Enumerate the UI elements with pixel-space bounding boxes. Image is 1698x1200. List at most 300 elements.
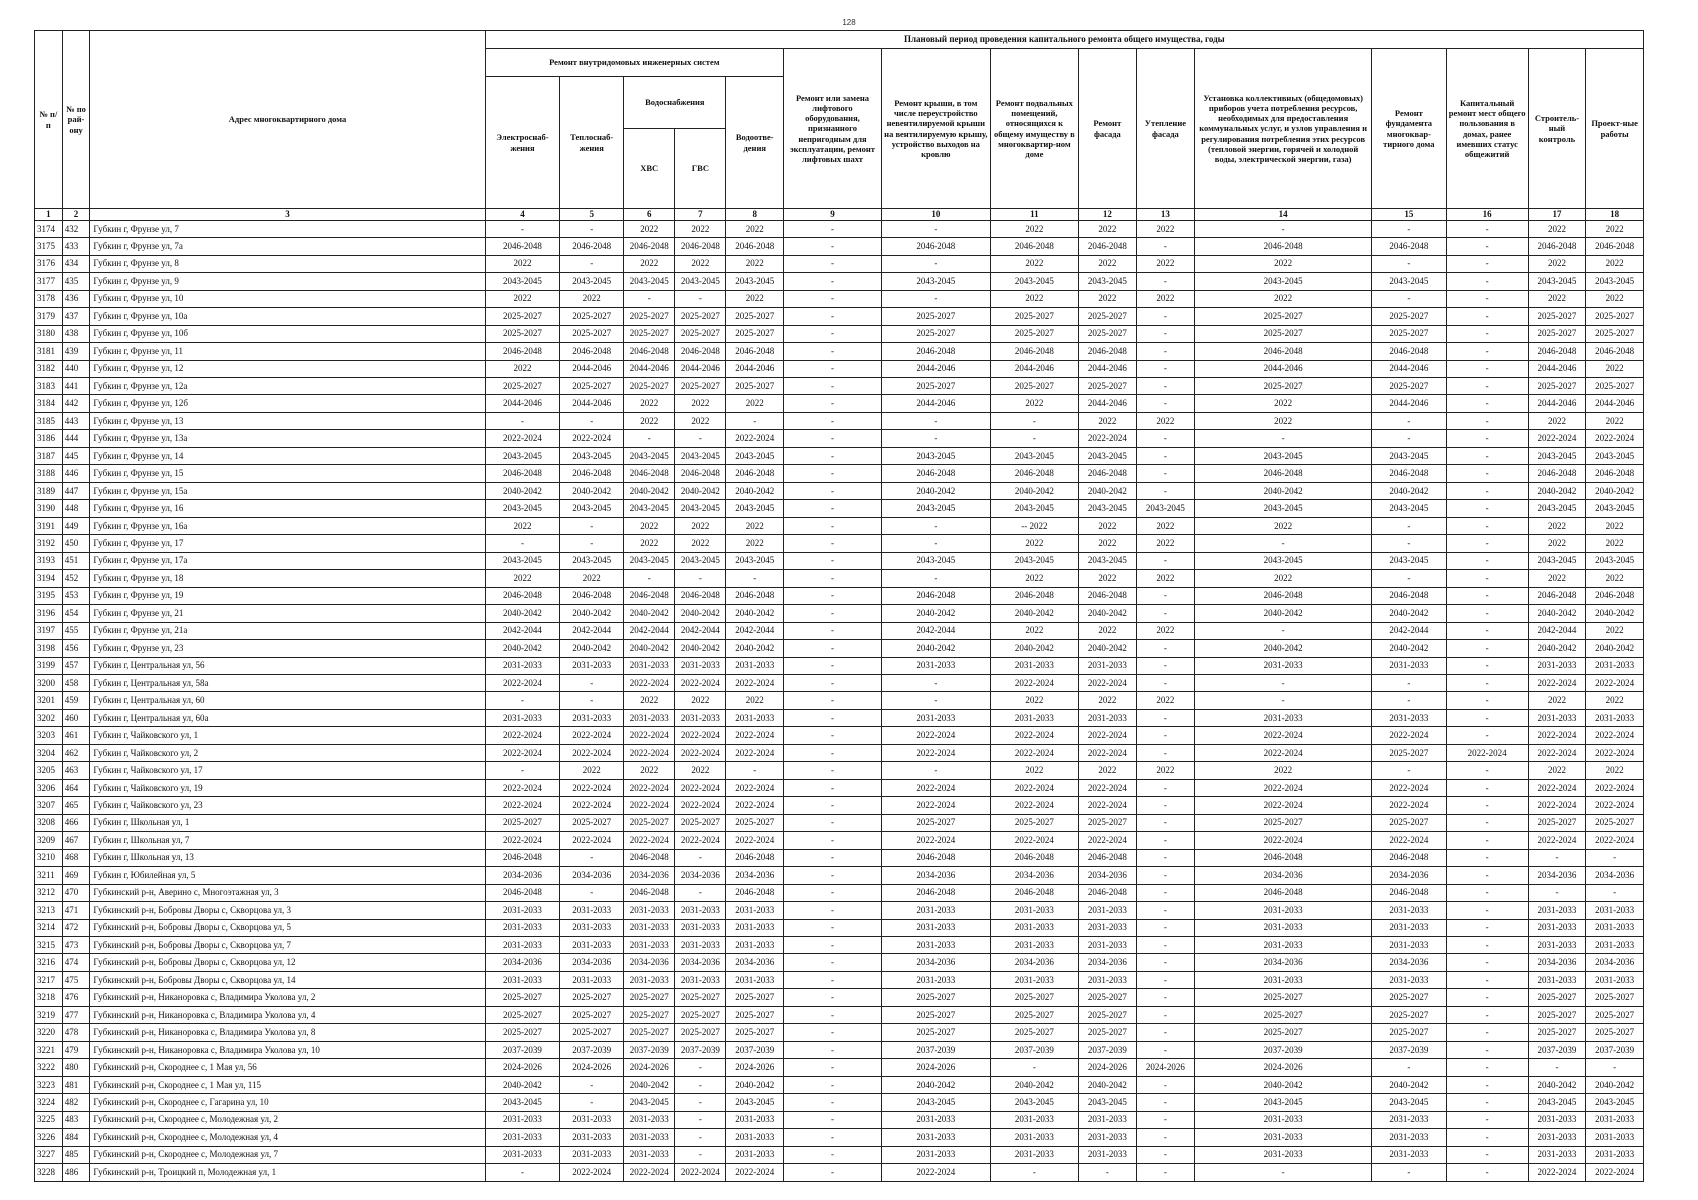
cold-water-cell: 2046-2048 xyxy=(624,238,675,255)
cold-water-cell: 2043-2045 xyxy=(624,500,675,517)
roof-cell: 2043-2045 xyxy=(881,1094,990,1111)
table-row xyxy=(35,657,1644,674)
facade-cell: 2025-2027 xyxy=(1079,378,1137,395)
drainage-cell: 2025-2027 xyxy=(726,378,784,395)
foundation-cell: 2043-2045 xyxy=(1372,500,1447,517)
insulation-cell: - xyxy=(1136,832,1195,849)
row-number-cell: 3216 xyxy=(35,954,63,971)
facade-cell: 2031-2033 xyxy=(1079,1129,1137,1146)
hot-water-cell: 2040-2042 xyxy=(675,640,726,657)
basement-cell: 2022-2024 xyxy=(990,744,1078,761)
row-number-cell: 3180 xyxy=(35,325,63,342)
rayon-number-cell: 482 xyxy=(62,1094,90,1111)
table-row xyxy=(35,220,1644,237)
hot-water-cell: 2046-2048 xyxy=(675,587,726,604)
electricity-cell: 2046-2048 xyxy=(485,465,560,482)
hot-water-cell: 2043-2045 xyxy=(675,552,726,569)
hot-water-cell: 2043-2045 xyxy=(675,273,726,290)
construction-control-cell: 2022 xyxy=(1528,290,1586,307)
heat-cell: - xyxy=(560,517,624,534)
insulation-cell: - xyxy=(1136,884,1195,901)
column-number-cell: 10 xyxy=(881,209,990,221)
cold-water-cell: 2031-2033 xyxy=(624,657,675,674)
row-number-cell: 3190 xyxy=(35,500,63,517)
foundation-cell: - xyxy=(1372,220,1447,237)
rayon-number-cell: 467 xyxy=(62,832,90,849)
cold-water-cell: - xyxy=(624,290,675,307)
basement-cell: 2043-2045 xyxy=(990,500,1078,517)
basement-cell: 2031-2033 xyxy=(990,1111,1078,1128)
electricity-cell: - xyxy=(485,412,560,429)
table-row xyxy=(35,343,1644,360)
address-cell: Губкин г, Чайковского ул, 2 xyxy=(90,744,485,761)
dormitory-cell: - xyxy=(1446,517,1528,534)
insulation-cell: - xyxy=(1136,465,1195,482)
meters-cell: 2046-2048 xyxy=(1195,343,1372,360)
row-number-cell: 3214 xyxy=(35,919,63,936)
address-cell: Губкин г, Фрунзе ул, 12б xyxy=(90,395,485,412)
row-number-cell: 3208 xyxy=(35,814,63,831)
heat-cell: 2031-2033 xyxy=(560,1129,624,1146)
insulation-cell: - xyxy=(1136,1076,1195,1093)
facade-cell: 2022 xyxy=(1079,535,1137,552)
dormitory-cell: - xyxy=(1446,220,1528,237)
facade-cell: 2022-2024 xyxy=(1079,674,1137,691)
insulation-cell: - xyxy=(1136,447,1195,464)
elevator-cell: - xyxy=(783,360,881,377)
design-work-cell: 2043-2045 xyxy=(1586,500,1644,517)
elevator-cell: - xyxy=(783,779,881,796)
hot-water-cell: - xyxy=(675,1146,726,1163)
basement-cell: - xyxy=(990,430,1078,447)
basement-cell: 2025-2027 xyxy=(990,814,1078,831)
insulation-cell: - xyxy=(1136,744,1195,761)
roof-cell: 2046-2048 xyxy=(881,849,990,866)
elevator-cell: - xyxy=(783,1094,881,1111)
design-work-cell: 2025-2027 xyxy=(1586,989,1644,1006)
design-work-cell: 2022-2024 xyxy=(1586,1164,1644,1182)
electricity-cell: 2025-2027 xyxy=(485,814,560,831)
insulation-cell: 2022 xyxy=(1136,517,1195,534)
row-number-cell: 3186 xyxy=(35,430,63,447)
design-work-cell: 2025-2027 xyxy=(1586,1024,1644,1041)
rayon-number-cell: 466 xyxy=(62,814,90,831)
heat-cell: - xyxy=(560,884,624,901)
table-row xyxy=(35,797,1644,814)
roof-cell: 2046-2048 xyxy=(881,238,990,255)
meters-cell: 2031-2033 xyxy=(1195,709,1372,726)
dormitory-cell: - xyxy=(1446,989,1528,1006)
construction-control-cell: 2031-2033 xyxy=(1528,937,1586,954)
drainage-cell: 2040-2042 xyxy=(726,640,784,657)
page-number: 128 xyxy=(842,18,856,27)
construction-control-cell: 2044-2046 xyxy=(1528,360,1586,377)
construction-control-cell: 2022 xyxy=(1528,692,1586,709)
hot-water-cell: - xyxy=(675,1076,726,1093)
meters-cell: 2022 xyxy=(1195,762,1372,779)
facade-cell: 2031-2033 xyxy=(1079,709,1137,726)
rayon-number-cell: 455 xyxy=(62,622,90,639)
heat-cell: 2031-2033 xyxy=(560,919,624,936)
basement-cell: 2025-2027 xyxy=(990,1006,1078,1023)
elevator-cell: - xyxy=(783,674,881,691)
foundation-cell: - xyxy=(1372,430,1447,447)
address-cell: Губкин г, Чайковского ул, 1 xyxy=(90,727,485,744)
drainage-cell: - xyxy=(726,412,784,429)
insulation-cell: - xyxy=(1136,1024,1195,1041)
meters-cell: 2043-2045 xyxy=(1195,1094,1372,1111)
hot-water-cell: 2025-2027 xyxy=(675,308,726,325)
facade-cell: 2025-2027 xyxy=(1079,308,1137,325)
insulation-cell: - xyxy=(1136,273,1195,290)
dormitory-cell: - xyxy=(1446,290,1528,307)
dormitory-cell: - xyxy=(1446,640,1528,657)
electricity-cell: 2043-2045 xyxy=(485,447,560,464)
table-row xyxy=(35,989,1644,1006)
table-row xyxy=(35,325,1644,342)
meters-cell: 2043-2045 xyxy=(1195,273,1372,290)
rayon-number-cell: 442 xyxy=(62,395,90,412)
design-work-cell: 2022-2024 xyxy=(1586,797,1644,814)
basement-cell: 2025-2027 xyxy=(990,1024,1078,1041)
hot-water-cell: 2044-2046 xyxy=(675,360,726,377)
elevator-cell: - xyxy=(783,395,881,412)
insulation-cell: - xyxy=(1136,1111,1195,1128)
insulation-cell: - xyxy=(1136,1041,1195,1058)
dormitory-cell: - xyxy=(1446,1164,1528,1182)
basement-cell: - xyxy=(990,1164,1078,1182)
roof-cell: 2034-2036 xyxy=(881,867,990,884)
drainage-cell: 2031-2033 xyxy=(726,919,784,936)
basement-cell: 2031-2033 xyxy=(990,709,1078,726)
drainage-cell: 2031-2033 xyxy=(726,1111,784,1128)
facade-cell: - xyxy=(1079,1164,1137,1182)
electricity-cell: 2037-2039 xyxy=(485,1041,560,1058)
construction-control-cell: - xyxy=(1528,1059,1586,1076)
design-work-cell: 2025-2027 xyxy=(1586,325,1644,342)
rayon-number-cell: 446 xyxy=(62,465,90,482)
address-cell: Губкинский р-н, Скороднее с, 1 Мая ул, 115 xyxy=(90,1076,485,1093)
table-row xyxy=(35,1076,1644,1093)
address-cell: Губкин г, Фрунзе ул, 18 xyxy=(90,570,485,587)
basement-cell: 2043-2045 xyxy=(990,447,1078,464)
table-row xyxy=(35,919,1644,936)
design-work-cell: 2046-2048 xyxy=(1586,587,1644,604)
address-cell: Губкинский р-н, Скороднее с, Гагарина ул, 10 xyxy=(90,1094,485,1111)
heat-cell: 2025-2027 xyxy=(560,325,624,342)
drainage-cell: 2046-2048 xyxy=(726,884,784,901)
cold-water-cell: 2025-2027 xyxy=(624,814,675,831)
meters-cell: 2040-2042 xyxy=(1195,482,1372,499)
meters-cell: 2022 xyxy=(1195,255,1372,272)
electricity-cell: 2046-2048 xyxy=(485,587,560,604)
drainage-cell: 2042-2044 xyxy=(726,622,784,639)
facade-cell: 2024-2026 xyxy=(1079,1059,1137,1076)
facade-cell: 2034-2036 xyxy=(1079,867,1137,884)
insulation-cell: - xyxy=(1136,971,1195,988)
address-cell: Губкин г, Фрунзе ул, 12а xyxy=(90,378,485,395)
electricity-cell: 2031-2033 xyxy=(485,919,560,936)
table-row xyxy=(35,500,1644,517)
construction-control-cell: 2040-2042 xyxy=(1528,482,1586,499)
basement-cell: 2031-2033 xyxy=(990,1129,1078,1146)
facade-cell: 2046-2048 xyxy=(1079,587,1137,604)
dormitory-cell: - xyxy=(1446,622,1528,639)
row-number-cell: 3194 xyxy=(35,570,63,587)
electricity-cell: 2025-2027 xyxy=(485,378,560,395)
insulation-cell: - xyxy=(1136,343,1195,360)
basement-cell: 2022 xyxy=(990,692,1078,709)
table-row xyxy=(35,238,1644,255)
electricity-cell: 2044-2046 xyxy=(485,395,560,412)
row-number-cell: 3221 xyxy=(35,1041,63,1058)
roof-cell: 2031-2033 xyxy=(881,919,990,936)
design-work-cell: 2043-2045 xyxy=(1586,273,1644,290)
drainage-cell: 2025-2027 xyxy=(726,814,784,831)
elevator-cell: - xyxy=(783,954,881,971)
table-row xyxy=(35,674,1644,691)
row-number-cell: 3202 xyxy=(35,709,63,726)
basement-cell: - xyxy=(990,412,1078,429)
rayon-number-cell: 471 xyxy=(62,902,90,919)
construction-control-cell: 2031-2033 xyxy=(1528,1129,1586,1146)
roof-cell: - xyxy=(881,290,990,307)
dormitory-cell: - xyxy=(1446,412,1528,429)
roof-cell: - xyxy=(881,762,990,779)
facade-cell: 2025-2027 xyxy=(1079,1024,1137,1041)
insulation-cell: 2022 xyxy=(1136,692,1195,709)
foundation-cell: - xyxy=(1372,692,1447,709)
design-work-cell: 2040-2042 xyxy=(1586,640,1644,657)
construction-control-cell: 2022-2024 xyxy=(1528,430,1586,447)
address-cell: Губкин г, Фрунзе ул, 21 xyxy=(90,605,485,622)
basement-cell: 2025-2027 xyxy=(990,989,1078,1006)
column-number-cell: 12 xyxy=(1079,209,1137,221)
elevator-cell: - xyxy=(783,1059,881,1076)
construction-control-cell: 2022-2024 xyxy=(1528,832,1586,849)
roof-cell: - xyxy=(881,692,990,709)
dormitory-cell: - xyxy=(1446,1024,1528,1041)
rayon-number-cell: 486 xyxy=(62,1164,90,1182)
facade-cell: 2040-2042 xyxy=(1079,1076,1137,1093)
cold-water-cell: 2022-2024 xyxy=(624,779,675,796)
heat-cell: 2022-2024 xyxy=(560,832,624,849)
roof-cell: 2043-2045 xyxy=(881,273,990,290)
meters-cell: 2040-2042 xyxy=(1195,1076,1372,1093)
heat-cell: - xyxy=(560,220,624,237)
construction-control-cell: 2046-2048 xyxy=(1528,465,1586,482)
design-work-cell: 2022 xyxy=(1586,220,1644,237)
address-cell: Губкин г, Фрунзе ул, 12 xyxy=(90,360,485,377)
roof-cell: 2025-2027 xyxy=(881,989,990,1006)
electricity-cell: 2043-2045 xyxy=(485,273,560,290)
elevator-cell: - xyxy=(783,552,881,569)
drainage-cell: 2022 xyxy=(726,535,784,552)
foundation-cell: 2025-2027 xyxy=(1372,1006,1447,1023)
table-row xyxy=(35,1111,1644,1128)
table-row xyxy=(35,517,1644,534)
rayon-number-cell: 434 xyxy=(62,255,90,272)
foundation-cell: 2046-2048 xyxy=(1372,343,1447,360)
heat-cell: 2024-2026 xyxy=(560,1059,624,1076)
facade-cell: 2043-2045 xyxy=(1079,552,1137,569)
meters-cell: 2022 xyxy=(1195,395,1372,412)
cold-water-cell: 2022-2024 xyxy=(624,674,675,691)
elevator-cell: - xyxy=(783,412,881,429)
cold-water-cell: 2025-2027 xyxy=(624,308,675,325)
heat-cell: - xyxy=(560,535,624,552)
address-cell: Губкин г, Фрунзе ул, 17 xyxy=(90,535,485,552)
roof-cell: 2043-2045 xyxy=(881,552,990,569)
basement-cell: 2025-2027 xyxy=(990,325,1078,342)
insulation-cell: - xyxy=(1136,989,1195,1006)
meters-cell: 2040-2042 xyxy=(1195,640,1372,657)
table-body xyxy=(35,220,1644,1181)
header-engineering-systems: Ремонт внутридомовых инженерных систем xyxy=(485,49,783,77)
meters-cell: - xyxy=(1195,430,1372,447)
address-cell: Губкин г, Фрунзе ул, 15 xyxy=(90,465,485,482)
insulation-cell: - xyxy=(1136,552,1195,569)
meters-cell: 2022 xyxy=(1195,517,1372,534)
rayon-number-cell: 477 xyxy=(62,1006,90,1023)
cold-water-cell: 2022 xyxy=(624,395,675,412)
drainage-cell: 2022 xyxy=(726,395,784,412)
address-cell: Губкинский р-н, Аверино с, Многоэтажная ул, 3 xyxy=(90,884,485,901)
insulation-cell: - xyxy=(1136,482,1195,499)
facade-cell: 2022-2024 xyxy=(1079,832,1137,849)
row-number-cell: 3203 xyxy=(35,727,63,744)
roof-cell: 2037-2039 xyxy=(881,1041,990,1058)
address-cell: Губкин г, Чайковского ул, 19 xyxy=(90,779,485,796)
heat-cell: - xyxy=(560,255,624,272)
table-row xyxy=(35,1094,1644,1111)
insulation-cell: - xyxy=(1136,395,1195,412)
insulation-cell: - xyxy=(1136,902,1195,919)
rayon-number-cell: 432 xyxy=(62,220,90,237)
facade-cell: 2044-2046 xyxy=(1079,395,1137,412)
electricity-cell: - xyxy=(485,1164,560,1182)
meters-cell: - xyxy=(1195,622,1372,639)
roof-cell: 2043-2045 xyxy=(881,500,990,517)
cold-water-cell: 2043-2045 xyxy=(624,273,675,290)
dormitory-cell: - xyxy=(1446,762,1528,779)
design-work-cell: 2022 xyxy=(1586,290,1644,307)
foundation-cell: 2046-2048 xyxy=(1372,587,1447,604)
facade-cell: 2022 xyxy=(1079,622,1137,639)
row-number-cell: 3187 xyxy=(35,447,63,464)
dormitory-cell: - xyxy=(1446,273,1528,290)
dormitory-cell: - xyxy=(1446,500,1528,517)
drainage-cell: 2025-2027 xyxy=(726,308,784,325)
table-row xyxy=(35,849,1644,866)
elevator-cell: - xyxy=(783,937,881,954)
hot-water-cell: 2031-2033 xyxy=(675,657,726,674)
table-row xyxy=(35,692,1644,709)
address-cell: Губкин г, Школьная ул, 1 xyxy=(90,814,485,831)
heat-cell: 2022 xyxy=(560,290,624,307)
basement-cell: 2031-2033 xyxy=(990,657,1078,674)
basement-cell: 2022 xyxy=(990,762,1078,779)
dormitory-cell: - xyxy=(1446,552,1528,569)
roof-cell: - xyxy=(881,517,990,534)
table-row xyxy=(35,308,1644,325)
construction-control-cell: 2022-2024 xyxy=(1528,674,1586,691)
rayon-number-cell: 480 xyxy=(62,1059,90,1076)
address-cell: Губкинский р-н, Бобровы Дворы с, Скворцова ул, 14 xyxy=(90,971,485,988)
drainage-cell: 2043-2045 xyxy=(726,447,784,464)
dormitory-cell: - xyxy=(1446,1146,1528,1163)
roof-cell: 2031-2033 xyxy=(881,1111,990,1128)
facade-cell: 2022-2024 xyxy=(1079,744,1137,761)
electricity-cell: 2022 xyxy=(485,517,560,534)
hot-water-cell: 2037-2039 xyxy=(675,1041,726,1058)
facade-cell: 2044-2046 xyxy=(1079,360,1137,377)
electricity-cell: - xyxy=(485,535,560,552)
drainage-cell: - xyxy=(726,570,784,587)
cold-water-cell: 2025-2027 xyxy=(624,989,675,1006)
cold-water-cell: 2022 xyxy=(624,535,675,552)
rayon-number-cell: 448 xyxy=(62,500,90,517)
rayon-number-cell: 484 xyxy=(62,1129,90,1146)
construction-control-cell: 2040-2042 xyxy=(1528,605,1586,622)
meters-cell: 2043-2045 xyxy=(1195,447,1372,464)
elevator-cell: - xyxy=(783,762,881,779)
design-work-cell: - xyxy=(1586,849,1644,866)
rayon-number-cell: 465 xyxy=(62,797,90,814)
elevator-cell: - xyxy=(783,447,881,464)
facade-cell: 2022-2024 xyxy=(1079,430,1137,447)
address-cell: Губкин г, Фрунзе ул, 23 xyxy=(90,640,485,657)
column-number-row xyxy=(35,209,1644,221)
construction-control-cell: 2043-2045 xyxy=(1528,1094,1586,1111)
elevator-cell: - xyxy=(783,255,881,272)
row-number-cell: 3226 xyxy=(35,1129,63,1146)
rayon-number-cell: 452 xyxy=(62,570,90,587)
electricity-cell: 2022-2024 xyxy=(485,797,560,814)
basement-cell: 2022-2024 xyxy=(990,674,1078,691)
column-number-cell: 8 xyxy=(726,209,784,221)
insulation-cell: 2022 xyxy=(1136,622,1195,639)
construction-control-cell: 2022-2024 xyxy=(1528,779,1586,796)
meters-cell: 2022-2024 xyxy=(1195,832,1372,849)
meters-cell: 2034-2036 xyxy=(1195,867,1372,884)
meters-cell: 2031-2033 xyxy=(1195,937,1372,954)
row-number-cell: 3222 xyxy=(35,1059,63,1076)
row-number-cell: 3213 xyxy=(35,902,63,919)
column-number-cell: 11 xyxy=(990,209,1078,221)
design-work-cell: 2022 xyxy=(1586,535,1644,552)
dormitory-cell: - xyxy=(1446,447,1528,464)
row-number-cell: 3219 xyxy=(35,1006,63,1023)
column-number-cell: 4 xyxy=(485,209,560,221)
electricity-cell: 2022 xyxy=(485,255,560,272)
roof-cell: 2022-2024 xyxy=(881,779,990,796)
row-number-cell: 3188 xyxy=(35,465,63,482)
foundation-cell: - xyxy=(1372,517,1447,534)
cold-water-cell: 2031-2033 xyxy=(624,1146,675,1163)
address-cell: Губкин г, Фрунзе ул, 16а xyxy=(90,517,485,534)
construction-control-cell: 2043-2045 xyxy=(1528,447,1586,464)
roof-cell: 2022-2024 xyxy=(881,1164,990,1182)
row-number-cell: 3218 xyxy=(35,989,63,1006)
address-cell: Губкинский р-н, Скороднее с, Молодежная ул, 2 xyxy=(90,1111,485,1128)
table-row xyxy=(35,535,1644,552)
roof-cell: 2031-2033 xyxy=(881,937,990,954)
elevator-cell: - xyxy=(783,884,881,901)
construction-control-cell: 2031-2033 xyxy=(1528,919,1586,936)
facade-cell: 2031-2033 xyxy=(1079,1111,1137,1128)
roof-cell: - xyxy=(881,220,990,237)
